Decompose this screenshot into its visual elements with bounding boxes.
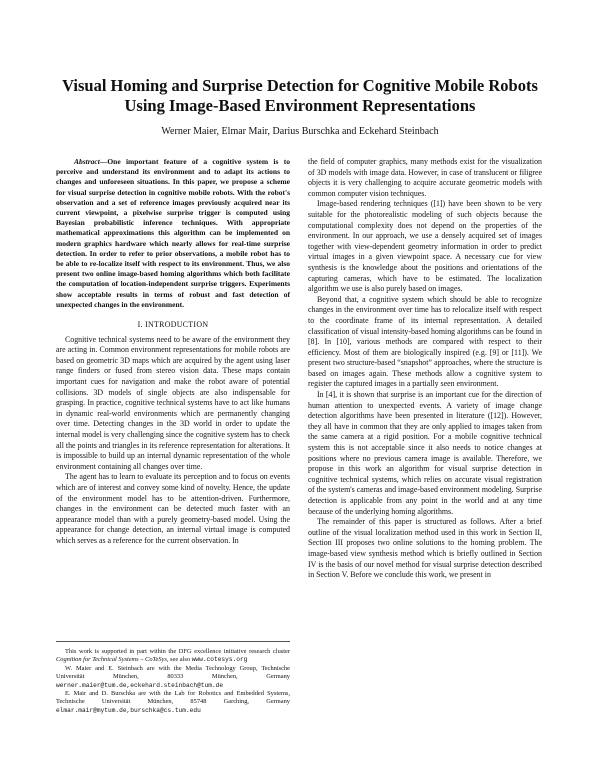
- body-paragraph: The remainder of this paper is structured as follows. After a brief outline of the visual localization method used in this work in Section II, Section III proposes two online solutions to the homing problem. The image-based view synthesis method which is briefly outlined in Section IV is the basis of our novel method for visual surprise detection described in Section V. Before we conclude this work, we present in: [308, 517, 542, 580]
- section-heading-introduction: I. INTRODUCTION: [137, 320, 209, 330]
- paper-title: Visual Homing and Surprise Detection for Cognitive Mobile Robots Using Image-Based Environment Representations: [62, 76, 538, 115]
- abstract: [56, 157, 290, 310]
- footnote-text: E. Mair and D. Burschka are with the Lab for Robotics and Embedded Systems, Technische Universität München, 85748 Garching, Germany: [56, 690, 290, 706]
- footnote-url: www.cotesys.org: [191, 656, 248, 664]
- footnote-text: W. Maier and E. Steinbach are with the Media Technology Group, Technische Universität München, 80333 München, Germany: [56, 664, 290, 681]
- body-paragraph: Cognitive technical systems need to be aware of the environment they are acting in. Common environment representations for mobile robots are based on geometric 3D maps which are acquired by the agent using laser range finders or fused from stereo vision data. These maps contain important cues for navigation and make the robot aware of potential collisions. 3D models of single objects are also indispensable for grasping. In practice, cognitive technical systems have to act like humans in dynamic real-world environments which are permanently changing over time. Detecting changes in the 3D world in order to update the internal model is very challenging since the cognitive system has to check all the points and triangles in its reference representation for alterations. It is impossible to build up an internal dynamic representation of the whole environment containing all changes over time.: [56, 334, 290, 471]
- right-column: [308, 157, 542, 581]
- abstract-label: Abstract: [74, 157, 100, 166]
- footnote-cluster-name: Cognition for Technical Systems – CoTeSys: [56, 656, 167, 664]
- body-paragraph: In [4], it is shown that surprise is an important cue for the direction of human attention to unexpected events. A variety of image change detection algorithms have been presented in literature ([12]). However, they all have in common that they are only applied to images taken from the same camera at a rigid position. For a mobile cognitive technical system this is not acceptable since it also needs to notice changes at positions where no previous camera image is available. Therefore, we propose in this work an algorithm for visual surprise detection in cognitive technical systems, which relies on accurate visual registration of the system's cameras and image-based environment modeling. Surprise detection is applicable from any point in the world and at any time because of the underlying homing algorithms.: [308, 390, 542, 516]
- footnote-funding: [56, 648, 290, 665]
- body-paragraph: Image-based rendering techniques ([1]) have been shown to be very suitable for the photorealistic modeling of such objects because the computational complexity does not depend on the properties of the environment. In our approach, we use a densely acquired set of images together with view-dependent geometry information in order to predict virtual images in a given viewpoint space. A necessary cue for view synthesis is the knowledge about the positions and orientations of the capturing cameras, which have to be estimated. The localization algorithm we use is also purely based on images.: [308, 199, 542, 294]
- footnote-email: elmar.mair@mytum.de,burschka@cs.tum.edu: [56, 706, 201, 714]
- author-list: Werner Maier, Elmar Mair, Darius Burschka and Eckehard Steinbach: [161, 126, 439, 137]
- footnotes: [56, 641, 290, 715]
- footnote-text: This work is supported in part within the DFG excellence initiative research cluster: [65, 648, 290, 655]
- footnote-email: werner.maier@tum.de,eckehard.steinbach@tum.de: [56, 681, 224, 689]
- footnote-affiliation-2: [56, 690, 290, 715]
- body-paragraph: The agent has to learn to evaluate its perception and to focus on events which are of interest and convey some kind of novelty. Hence, the update of the environment model has to be attention-driven. Furthermore, changes in the environment can be detected much faster with an appearance model than with a purely geometry-based model. Using the appearance for change detection, an internal virtual image is computed which serves as a reference for the current observation. In: [56, 472, 290, 545]
- body-paragraph: Beyond that, a cognitive system which should be able to recognize changes in the environment over time has to relocalize itself with respect to the coordinate frame of its internal representation. A detailed classification of visual intensity-based homing algorithms can be found in [8]. In [10], various methods are compared with respect to their efficiency. Most of them are biologically inspired (e.g. [9] or [11]). We present two structure-based “snapshot” approaches, where the structure is based on images again. These methods allow a cognitive system to register the captured images in a partially seen environment.: [308, 294, 542, 389]
- footnote-text: , see also: [166, 656, 192, 664]
- left-column: [56, 157, 290, 547]
- footnote-affiliation-1: [56, 665, 290, 690]
- abstract-text: —One important feature of a cognitive system is to perceive and understand its environment and to adapt its actions to changes and unforeseen situations. In this paper, we propose a scheme for visual surprise detection in cognitive mobile robots. With the robot's observation and a set of reference images previously acquired near its current viewpoint, a pixelwise surprise trigger is computed using Bayesian probabilistic inference techniques. With appropriate mathematical approximations this algorithm can be implemented on modern graphics hardware which nearly allows for real-time surprise detection. In order to refer to prior observations, a mobile robot has to be able to re-localize itself with respect to its environment. Thus, we also present two online image-based homing algorithms which both facilitate the computation of location-independent surprise triggers. Experiments show acceptable results in terms of robust and fast detection of unexpected changes in the environment.: [56, 157, 290, 309]
- body-paragraph: the field of computer graphics, many methods exist for the visualization of 3D models with image data. However, in case of translucent or filigree objects it is very challenging to acquire accurate geometric models with common computer vision techniques.: [308, 157, 542, 198]
